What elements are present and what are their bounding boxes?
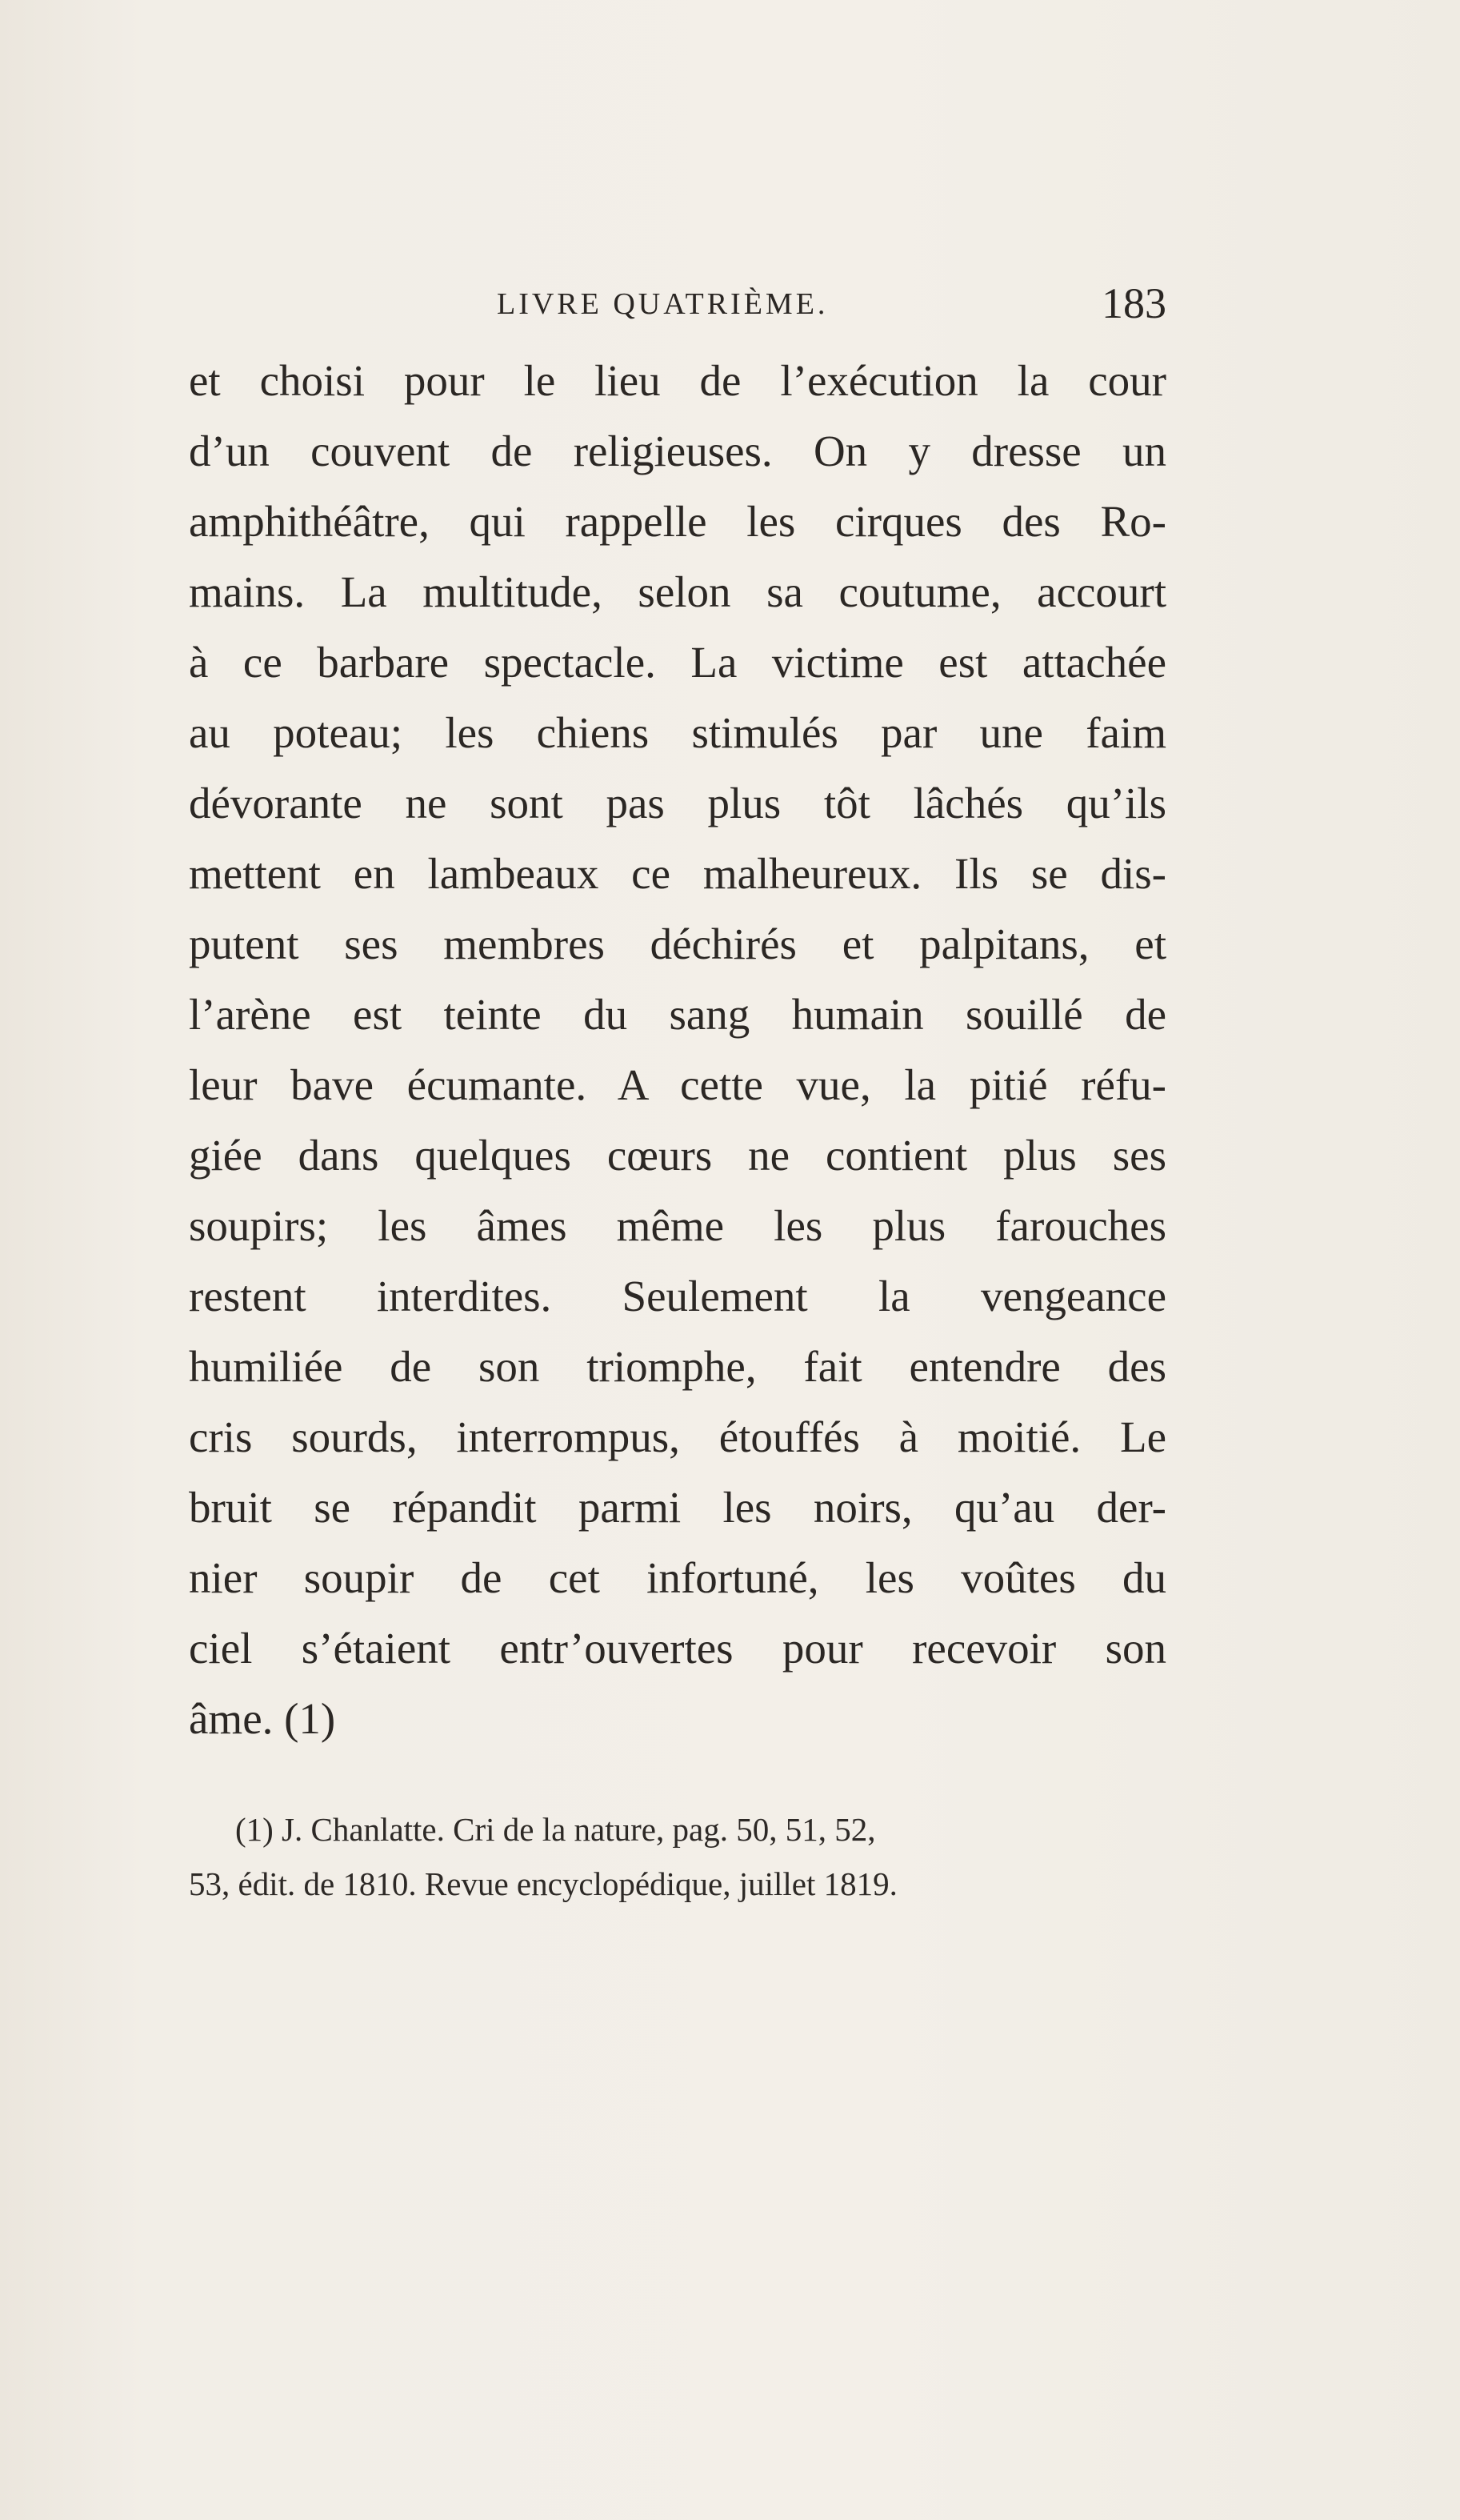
text-line: et choisi pour le lieu de l’exécution la cour: [189, 356, 1166, 405]
text-line: l’arène est teinte du sang humain souillé de: [189, 990, 1166, 1039]
text-line: dévorante ne sont pas plus tôt lâchés qu’ils: [189, 779, 1166, 827]
text-line: d’un couvent de religieuses. On y dresse un: [189, 427, 1166, 475]
running-title: LIVRE QUATRIÈME.: [497, 287, 829, 321]
text-line: humiliée de son triomphe, fait entendre des: [189, 1342, 1166, 1391]
page-number: 183: [1102, 279, 1166, 327]
text-line: mains. La multitude, selon sa coutume, accourt: [189, 567, 1166, 616]
footnote: [189, 1802, 1166, 1911]
footnote-line: 53, édit. de 1810. Revue encyclopédique, juillet 1819.: [189, 1865, 898, 1902]
text-line: ciel s’étaient entr’ouvertes pour recevoir son: [189, 1624, 1166, 1673]
text-line: à ce barbare spectacle. La victime est attachée: [189, 638, 1166, 687]
text-line: soupirs; les âmes même les plus farouches: [189, 1201, 1166, 1250]
text-line: âme. (1): [189, 1694, 336, 1743]
text-line: putent ses membres déchirés et palpitans, et: [189, 919, 1166, 968]
text-line: giée dans quelques cœurs ne contient plus ses: [189, 1131, 1166, 1180]
text-line: restent interdites. Seulement la vengeance: [189, 1272, 1166, 1320]
text-line: mettent en lambeaux ce malheureux. Ils se dis-: [189, 849, 1166, 898]
footnote-line: (1) J. Chanlatte. Cri de la nature, pag. 50, 51, 52,: [235, 1811, 876, 1848]
text-line: leur bave écumante. A cette vue, la pitié réfu-: [189, 1060, 1166, 1109]
text-line: amphithéâtre, qui rappelle les cirques des Ro-: [189, 497, 1166, 546]
text-line: bruit se répandit parmi les noirs, qu’au der-: [189, 1483, 1166, 1532]
text-line: nier soupir de cet infortuné, les voûtes du: [189, 1553, 1166, 1602]
text-line: cris sourds, interrompus, étouffés à moitié. Le: [189, 1412, 1166, 1461]
page-header: [189, 278, 1166, 330]
body-text: [189, 346, 1166, 1754]
text-line: au poteau; les chiens stimulés par une faim: [189, 708, 1166, 757]
